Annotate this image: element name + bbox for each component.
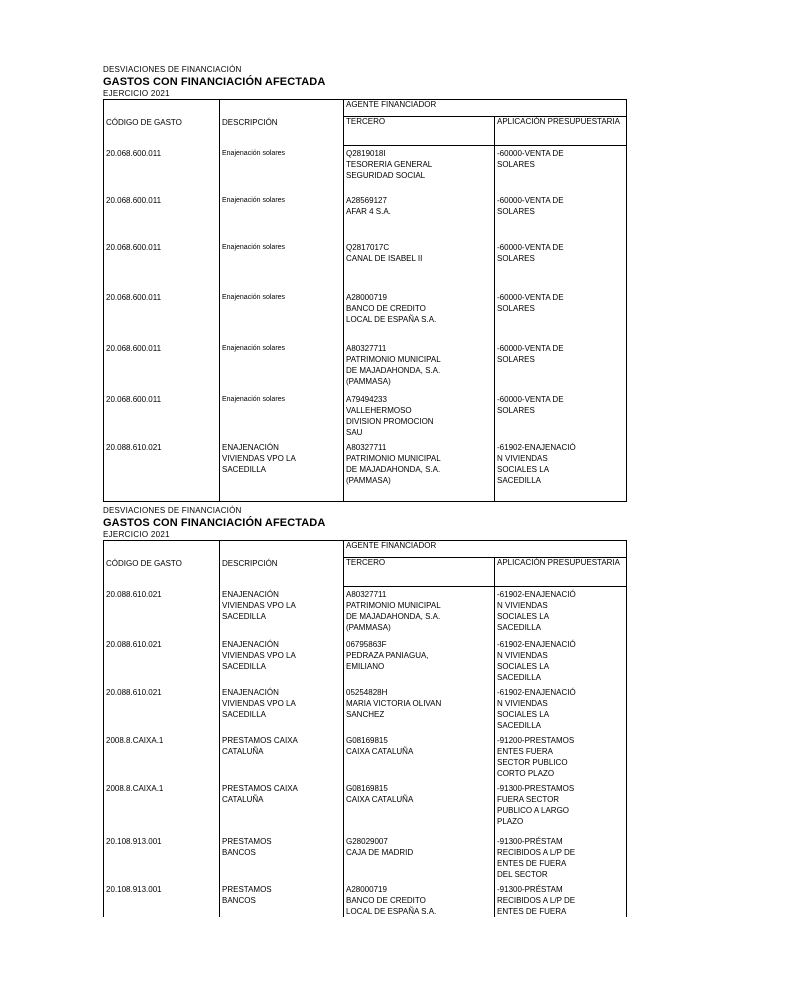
cell-text: VIVIENDAS VPO LA [222,698,296,708]
cell-aplicacion [495,290,627,341]
cell-text: SACEDILLA [222,661,267,671]
report-caption: DESVIACIONES DE FINANCIACIÓN [103,506,242,515]
cell-text: -60000-VENTA DE [497,149,564,158]
cell-text: -91200-PRESTAMOS [497,735,575,745]
cell-text: PRESTAMOS [222,884,272,894]
cell-text: CORTO PLAZO [497,768,555,778]
cell-text: DE MAJADAHONDA, S.A. [346,464,441,474]
cell-text: -61902-ENAJENACIÓ [497,442,576,452]
cell-text: 06795863F [346,639,387,649]
cell-text: 2008.8.CAIXA.1 [106,783,164,793]
report-section-1 [103,65,626,502]
financing-table-1 [103,99,627,502]
cell-text: Q2817017C [346,242,390,252]
cell-text: SOLARES [497,303,535,313]
cell-tercero [344,733,495,781]
cell-text: EMILIANO [346,661,385,671]
cell-text: PRESTAMOS CAIXA [222,735,298,745]
cell-text: SACEDILLA [497,623,542,632]
cell-tercero [344,290,495,341]
cell-text: SOLARES [497,354,535,364]
cell-aplicacion [495,193,627,240]
cell-text: N VIVIENDAS [497,453,548,463]
cell-text: 20.068.600.011 [106,394,162,404]
cell-text: N VIVIENDAS [497,601,548,610]
cell-text: VIVIENDAS VPO LA [222,453,296,463]
header-tercero: TERCERO [344,117,495,146]
cell-text: -61902-ENAJENACIÓ [497,687,576,697]
cell-descripcion [220,290,344,341]
cell-tercero [344,637,495,685]
cell-text: -60000-VENTA DE [497,394,564,404]
cell-text: G08169815 [346,783,388,793]
cell-text: TESORERIA GENERAL [346,160,433,169]
cell-text: 20.068.600.011 [106,148,162,158]
cell-text: VIVIENDAS VPO LA [222,600,296,610]
cell-text: CANAL DE ISABEL II [346,253,423,263]
cell-text: ENAJENACIÓN [222,687,279,697]
cell-text: CAIXA CATALUÑA [346,794,414,804]
cell-text: DE MAJADAHONDA, S.A. [346,612,441,621]
cell-descripcion [220,781,344,834]
cell-text: Enajenación solares [222,344,286,352]
cell-text: Enajenación solares [222,196,286,204]
cell-text: BANCO DE CREDITO [346,303,426,313]
cell-text: -60000-VENTA DE [497,242,564,252]
cell-text: FUERA SECTOR [497,794,560,804]
cell-aplicacion [495,882,627,917]
cell-descripcion [220,587,344,637]
cell-text: PATRIMONIO MUNICIPAL [346,354,441,364]
cell-text: PEDRAZA PANIAGUA, [346,650,429,660]
cell-text: -61902-ENAJENACIÓ [497,590,576,599]
cell-tercero [344,587,495,637]
cell-tercero [344,193,495,240]
table-body-2 [104,587,627,917]
cell-aplicacion [495,341,627,392]
cell-text: MARIA VICTORIA OLIVAN [346,698,442,708]
cell-text: ENTES DE FUERA [497,858,567,868]
cell-text: G28029007 [346,836,388,846]
cell-descripcion [220,882,344,917]
table-body-1 [104,146,627,502]
cell-codigo [104,440,220,502]
cell-text: A28000719 [346,292,387,302]
cell-text: SOLARES [497,160,535,169]
table-row [104,193,627,240]
cell-text: N VIVIENDAS [497,650,548,660]
table-row [104,834,627,882]
cell-text: VIVIENDAS VPO LA [222,650,296,660]
cell-aplicacion [495,637,627,685]
cell-text: SOLARES [497,206,535,216]
cell-tercero [344,146,495,193]
cell-tercero [344,440,495,502]
header-aplicacion: APLICACIÓN PRESUPUESTARIA [495,558,627,587]
cell-text: Enajenación solares [222,395,286,403]
cell-tercero [344,781,495,834]
cell-text: PRESTAMOS CAIXA [222,783,298,793]
header-descripcion: DESCRIPCIÓN [220,541,344,587]
table-row [104,392,627,440]
cell-tercero [344,240,495,290]
cell-text: SAU [346,427,363,437]
cell-text: ENAJENACIÓN [222,639,279,649]
header-tercero: TERCERO [344,558,495,587]
cell-tercero [344,392,495,440]
cell-descripcion [220,440,344,502]
cell-codigo [104,193,220,240]
report-title: GASTOS CON FINANCIACIÓN AFECTADA [103,76,326,88]
table-row [104,290,627,341]
cell-text: DIVISION PROMOCION [346,416,434,426]
cell-text: CATALUÑA [222,746,264,756]
cell-codigo [104,290,220,341]
cell-aplicacion [495,146,627,193]
cell-text: N VIVIENDAS [497,698,548,708]
cell-text: -91300-PRESTAMOS [497,783,575,793]
cell-tercero [344,882,495,917]
cell-text: CATALUÑA [222,794,264,804]
cell-text: SACEDILLA [497,475,542,485]
cell-text: ENAJENACIÓN [222,589,279,599]
cell-text: VALLEHERMOSO [346,405,412,415]
cell-text: 05254828H [346,687,388,697]
cell-text: SANCHEZ [346,709,385,719]
cell-text: CAJA DE MADRID [346,847,414,857]
cell-text: SOCIALES LA [497,612,550,621]
cell-codigo [104,637,220,685]
cell-text: DEL SECTOR [497,869,548,879]
table-row [104,240,627,290]
cell-codigo [104,882,220,917]
cell-descripcion [220,834,344,882]
cell-codigo [104,733,220,781]
cell-text: (PAMMASA) [346,376,391,386]
cell-codigo [104,834,220,882]
cell-codigo [104,781,220,834]
cell-text: -60000-VENTA DE [497,343,564,353]
header-agente: AGENTE FINANCIADOR [344,541,627,558]
cell-text: 20.088.610.021 [106,639,162,649]
cell-aplicacion [495,733,627,781]
cell-aplicacion [495,392,627,440]
table-row [104,882,627,917]
header-aplicacion: APLICACIÓN PRESUPUESTARIA [495,117,627,146]
report-ejercicio: EJERCICIO 2021 [103,530,170,539]
cell-text: A80327711 [346,590,387,599]
cell-text: 20.068.600.011 [106,195,162,205]
cell-text: 20.088.610.021 [106,589,162,599]
cell-text: 20.068.600.011 [106,242,162,252]
report-ejercicio: EJERCICIO 2021 [103,89,170,98]
report-section-2 [103,506,626,917]
cell-text: RECIBIDOS A L/P DE [497,847,576,857]
cell-text: SOCIALES LA [497,709,550,719]
cell-text: -60000-VENTA DE [497,195,564,205]
cell-text: A28569127 [346,195,387,205]
cell-text: DE MAJADAHONDA, S.A. [346,365,441,375]
cell-text: LOCAL DE ESPAÑA S.A. [346,906,437,916]
cell-text: 20.088.610.021 [106,687,162,697]
cell-text: (PAMMASA) [346,475,391,485]
cell-descripcion [220,637,344,685]
cell-text: BANCOS [222,847,256,857]
cell-text: ENTES FUERA [497,746,554,756]
cell-text: SACEDILLA [497,720,542,730]
cell-descripcion [220,146,344,193]
cell-aplicacion [495,440,627,502]
table-row [104,733,627,781]
cell-text: A80327711 [346,442,387,452]
cell-text: RECIBIDOS A L/P DE [497,895,576,905]
cell-text: 20.088.610.021 [106,442,162,452]
table-row [104,146,627,193]
cell-aplicacion [495,781,627,834]
cell-text: 20.108.913.001 [106,836,162,846]
report-title: GASTOS CON FINANCIACIÓN AFECTADA [103,517,326,529]
cell-text: Enajenación solares [222,293,286,301]
cell-aplicacion [495,685,627,733]
cell-text: SACEDILLA [222,464,267,474]
cell-text: -91300-PRÉSTAM [497,836,563,846]
cell-text: -91300-PRÉSTAM [497,884,563,894]
cell-text: ENAJENACIÓN [222,442,279,452]
cell-text: SACEDILLA [497,672,542,682]
cell-text: Q2819018I [346,149,386,158]
cell-codigo [104,146,220,193]
cell-text: PUBLICO A LARGO [497,805,570,815]
cell-text: -61902-ENAJENACIÓ [497,639,576,649]
cell-descripcion [220,193,344,240]
cell-text: BANCO DE CREDITO [346,895,426,905]
cell-descripcion [220,733,344,781]
cell-tercero [344,685,495,733]
cell-text: G08169815 [346,735,388,745]
cell-descripcion [220,341,344,392]
cell-descripcion [220,392,344,440]
cell-text: SOCIALES LA [497,661,550,671]
cell-tercero [344,834,495,882]
cell-text: SECTOR PUBLICO [497,757,568,767]
cell-text: SOCIALES LA [497,464,550,474]
cell-aplicacion [495,240,627,290]
cell-text: PLAZO [497,816,524,826]
cell-descripcion [220,240,344,290]
cell-text: 20.108.913.001 [106,884,162,894]
cell-text: 2008.8.CAIXA.1 [106,735,164,745]
cell-codigo [104,240,220,290]
cell-codigo [104,341,220,392]
cell-text: 20.068.600.011 [106,343,162,353]
cell-text: BANCOS [222,895,256,905]
cell-codigo [104,392,220,440]
table-row [104,685,627,733]
header-codigo: CÓDIGO DE GASTO [104,100,220,146]
report-caption: DESVIACIONES DE FINANCIACIÓN [103,65,242,74]
cell-text: A79494233 [346,394,387,404]
cell-text: CAIXA CATALUÑA [346,746,414,756]
cell-text: Enajenación solares [222,149,286,157]
cell-text: PATRIMONIO MUNICIPAL [346,601,441,610]
cell-text: -60000-VENTA DE [497,292,564,302]
table-row [104,341,627,392]
cell-text: SACEDILLA [222,709,267,719]
cell-text: A28000719 [346,884,387,894]
cell-aplicacion [495,587,627,637]
header-codigo: CÓDIGO DE GASTO [104,541,220,587]
cell-aplicacion [495,834,627,882]
cell-text: (PAMMASA) [346,623,391,632]
cell-text: A80327711 [346,343,387,353]
header-descripcion: DESCRIPCIÓN [220,100,344,146]
cell-text: ENTES DE FUERA [497,906,567,916]
cell-text: PATRIMONIO MUNICIPAL [346,453,441,463]
cell-codigo [104,587,220,637]
cell-text: PRESTAMOS [222,836,272,846]
header-agente: AGENTE FINANCIADOR [344,100,627,117]
cell-codigo [104,685,220,733]
cell-text: Enajenación solares [222,243,286,251]
cell-descripcion [220,685,344,733]
cell-text: SOLARES [497,253,535,263]
cell-tercero [344,341,495,392]
cell-text: 20.068.600.011 [106,292,162,302]
cell-text: SACEDILLA [222,611,267,621]
cell-text: LOCAL DE ESPAÑA S.A. [346,314,437,324]
table-row [104,781,627,834]
cell-text: AFAR 4 S.A. [346,206,391,216]
cell-text: SOLARES [497,405,535,415]
table-row [104,637,627,685]
cell-text: SEGURIDAD SOCIAL [346,171,426,180]
table-row [104,587,627,637]
table-row [104,440,627,502]
financing-table-2 [103,540,627,917]
